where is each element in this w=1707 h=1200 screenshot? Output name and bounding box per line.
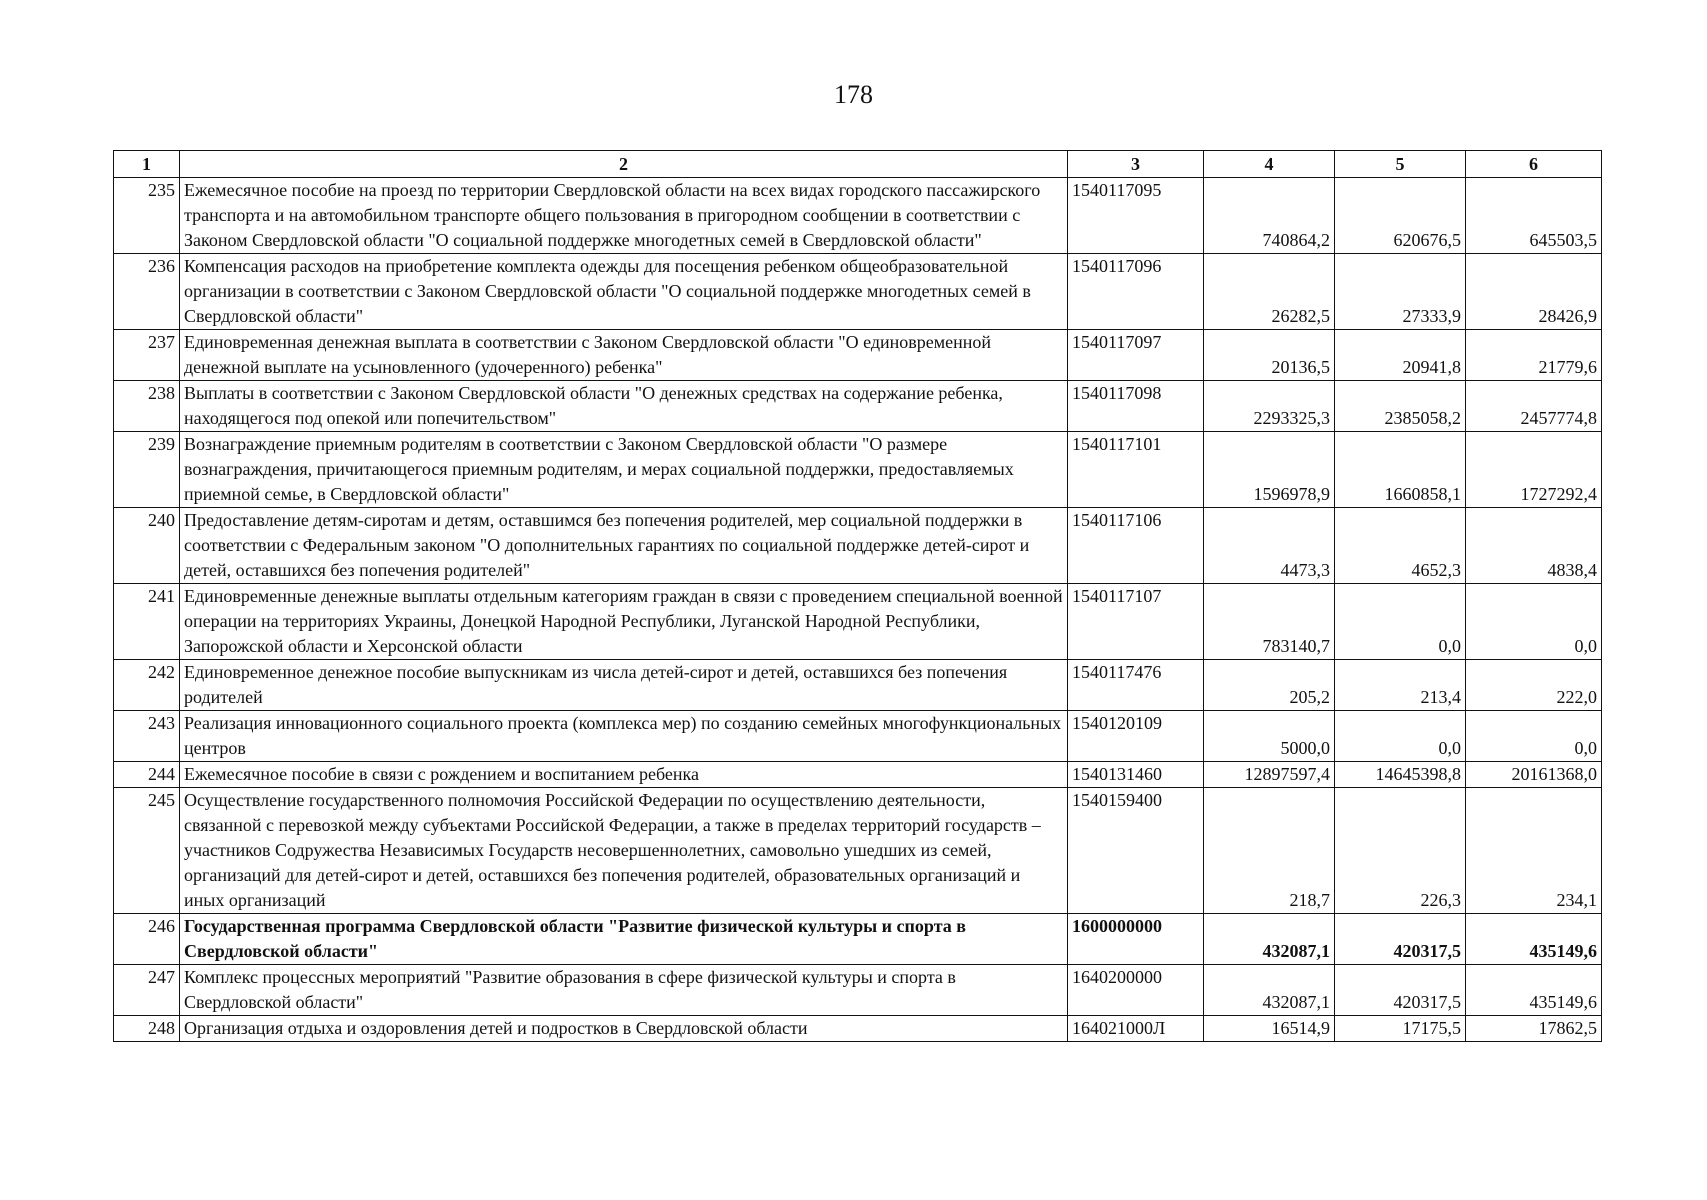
row-number: 236 bbox=[114, 254, 180, 330]
col-header-2: 2 bbox=[180, 151, 1068, 178]
row-value-col4: 4473,3 bbox=[1204, 508, 1335, 584]
row-description: Ежемесячное пособие на проезд по территории Свердловской области на всех видах городского пассажирского транспорта и на автомобильном транспорте общего пользования в пригородном сообщении в соответствии с Законом Свердловской области "О социальной поддержке многодетных семей в Свердловской области" bbox=[180, 178, 1068, 254]
col-header-5: 5 bbox=[1335, 151, 1466, 178]
row-value-col5: 17175,5 bbox=[1335, 1016, 1466, 1042]
row-number: 243 bbox=[114, 711, 180, 762]
row-value-col5: 226,3 bbox=[1335, 788, 1466, 914]
row-value-col6: 435149,6 bbox=[1466, 914, 1602, 965]
row-description: Вознаграждение приемным родителям в соответствии с Законом Свердловской области "О размере вознаграждения, причитающегося приемным родителям, и мерах социальной поддержки, предоставляемых приемной семье, в Свердловской области" bbox=[180, 432, 1068, 508]
table-row bbox=[114, 914, 1602, 965]
row-value-col4: 783140,7 bbox=[1204, 584, 1335, 660]
row-number: 237 bbox=[114, 330, 180, 381]
row-code: 1540117095 bbox=[1068, 178, 1204, 254]
row-value-col4: 218,7 bbox=[1204, 788, 1335, 914]
row-number: 244 bbox=[114, 762, 180, 788]
row-value-col5: 14645398,8 bbox=[1335, 762, 1466, 788]
col-header-4: 4 bbox=[1204, 151, 1335, 178]
row-value-col6: 435149,6 bbox=[1466, 965, 1602, 1016]
table-row bbox=[114, 254, 1602, 330]
row-value-col4: 12897597,4 bbox=[1204, 762, 1335, 788]
row-value-col5: 420317,5 bbox=[1335, 965, 1466, 1016]
row-value-col6: 0,0 bbox=[1466, 711, 1602, 762]
table-row bbox=[114, 508, 1602, 584]
table-row bbox=[114, 762, 1602, 788]
row-description: Компенсация расходов на приобретение комплекта одежды для посещения ребенком общеобразовательной организации в соответствии с Законом Свердловской области "О социальной поддержке многодетных семей в Свердловской области" bbox=[180, 254, 1068, 330]
row-value-col5: 20941,8 bbox=[1335, 330, 1466, 381]
table-row bbox=[114, 965, 1602, 1016]
col-header-6: 6 bbox=[1466, 151, 1602, 178]
row-number: 242 bbox=[114, 660, 180, 711]
row-value-col5: 2385058,2 bbox=[1335, 381, 1466, 432]
row-description: Реализация инновационного социального проекта (комплекса мер) по созданию семейных многофункциональных центров bbox=[180, 711, 1068, 762]
row-value-col4: 20136,5 bbox=[1204, 330, 1335, 381]
row-value-col6: 645503,5 bbox=[1466, 178, 1602, 254]
budget-table bbox=[113, 150, 1602, 1042]
table-row bbox=[114, 432, 1602, 508]
table-row bbox=[114, 584, 1602, 660]
row-value-col5: 420317,5 bbox=[1335, 914, 1466, 965]
page-number: 178 bbox=[834, 80, 873, 109]
row-value-col5: 27333,9 bbox=[1335, 254, 1466, 330]
row-value-col5: 213,4 bbox=[1335, 660, 1466, 711]
row-value-col6: 222,0 bbox=[1466, 660, 1602, 711]
row-code: 1540131460 bbox=[1068, 762, 1204, 788]
row-code: 1540117098 bbox=[1068, 381, 1204, 432]
row-value-col4: 2293325,3 bbox=[1204, 381, 1335, 432]
col-header-1: 1 bbox=[114, 151, 180, 178]
row-value-col4: 740864,2 bbox=[1204, 178, 1335, 254]
row-value-col4: 432087,1 bbox=[1204, 914, 1335, 965]
row-code: 1540120109 bbox=[1068, 711, 1204, 762]
row-code: 164021000Л bbox=[1068, 1016, 1204, 1042]
row-value-col5: 1660858,1 bbox=[1335, 432, 1466, 508]
row-number: 238 bbox=[114, 381, 180, 432]
row-description: Выплаты в соответствии с Законом Свердловской области "О денежных средствах на содержание ребенка, находящегося под опекой или попечительством" bbox=[180, 381, 1068, 432]
col-header-3: 3 bbox=[1068, 151, 1204, 178]
row-value-col4: 432087,1 bbox=[1204, 965, 1335, 1016]
row-code: 1540117476 bbox=[1068, 660, 1204, 711]
row-value-col5: 0,0 bbox=[1335, 711, 1466, 762]
row-number: 246 bbox=[114, 914, 180, 965]
row-value-col5: 4652,3 bbox=[1335, 508, 1466, 584]
row-value-col6: 1727292,4 bbox=[1466, 432, 1602, 508]
row-description: Осуществление государственного полномочия Российской Федерации по осуществлению деятельности, связанной с перевозкой между субъектами Российской Федерации, а также в пределах территорий государств – участников Содружества Независимых Государств несовершеннолетних, самовольно ушедших из семей, организаций для детей-сирот и детей, оставшихся без попечения родителей, образовательных организаций и иных организаций bbox=[180, 788, 1068, 914]
row-value-col4: 1596978,9 bbox=[1204, 432, 1335, 508]
row-description: Организация отдыха и оздоровления детей и подростков в Свердловской области bbox=[180, 1016, 1068, 1042]
row-value-col6: 2457774,8 bbox=[1466, 381, 1602, 432]
row-number: 235 bbox=[114, 178, 180, 254]
table-row bbox=[114, 788, 1602, 914]
row-number: 241 bbox=[114, 584, 180, 660]
row-code: 1540117107 bbox=[1068, 584, 1204, 660]
row-value-col6: 17862,5 bbox=[1466, 1016, 1602, 1042]
row-value-col6: 234,1 bbox=[1466, 788, 1602, 914]
row-code: 1540159400 bbox=[1068, 788, 1204, 914]
header-row bbox=[114, 151, 1602, 178]
row-description: Единовременные денежные выплаты отдельным категориям граждан в связи с проведением специальной военной операции на территориях Украины, Донецкой Народной Республики, Луганской Народной Республики, Запорожской области и Херсонской области bbox=[180, 584, 1068, 660]
row-description: Ежемесячное пособие в связи с рождением и воспитанием ребенка bbox=[180, 762, 1068, 788]
row-number: 240 bbox=[114, 508, 180, 584]
row-code: 1640200000 bbox=[1068, 965, 1204, 1016]
table-row bbox=[114, 330, 1602, 381]
row-number: 245 bbox=[114, 788, 180, 914]
row-description: Предоставление детям-сиротам и детям, оставшимся без попечения родителей, мер социальной поддержки в соответствии с Федеральным законом "О дополнительных гарантиях по социальной поддержке детей-сирот и детей, оставшихся без попечения родителей" bbox=[180, 508, 1068, 584]
table-row bbox=[114, 1016, 1602, 1042]
row-description: Комплекс процессных мероприятий "Развитие образования в сфере физической культуры и спорта в Свердловской области" bbox=[180, 965, 1068, 1016]
row-code: 1540117096 bbox=[1068, 254, 1204, 330]
row-code: 1540117097 bbox=[1068, 330, 1204, 381]
row-number: 239 bbox=[114, 432, 180, 508]
row-description: Единовременное денежное пособие выпускникам из числа детей-сирот и детей, оставшихся без попечения родителей bbox=[180, 660, 1068, 711]
row-value-col5: 0,0 bbox=[1335, 584, 1466, 660]
row-value-col4: 16514,9 bbox=[1204, 1016, 1335, 1042]
row-value-col6: 28426,9 bbox=[1466, 254, 1602, 330]
row-number: 248 bbox=[114, 1016, 180, 1042]
row-value-col4: 205,2 bbox=[1204, 660, 1335, 711]
table-row bbox=[114, 381, 1602, 432]
row-value-col6: 21779,6 bbox=[1466, 330, 1602, 381]
table-row bbox=[114, 178, 1602, 254]
table-row bbox=[114, 711, 1602, 762]
row-value-col6: 20161368,0 bbox=[1466, 762, 1602, 788]
row-value-col6: 0,0 bbox=[1466, 584, 1602, 660]
row-number: 247 bbox=[114, 965, 180, 1016]
row-value-col5: 620676,5 bbox=[1335, 178, 1466, 254]
row-description: Единовременная денежная выплата в соответствии с Законом Свердловской области "О единовременной денежной выплате на усыновленного (удочеренного) ребенка" bbox=[180, 330, 1068, 381]
row-code: 1540117101 bbox=[1068, 432, 1204, 508]
table-row bbox=[114, 660, 1602, 711]
row-value-col4: 26282,5 bbox=[1204, 254, 1335, 330]
row-code: 1540117106 bbox=[1068, 508, 1204, 584]
row-code: 1600000000 bbox=[1068, 914, 1204, 965]
row-value-col4: 5000,0 bbox=[1204, 711, 1335, 762]
row-description: Государственная программа Свердловской области "Развитие физической культуры и спорта в Свердловской области" bbox=[180, 914, 1068, 965]
row-value-col6: 4838,4 bbox=[1466, 508, 1602, 584]
